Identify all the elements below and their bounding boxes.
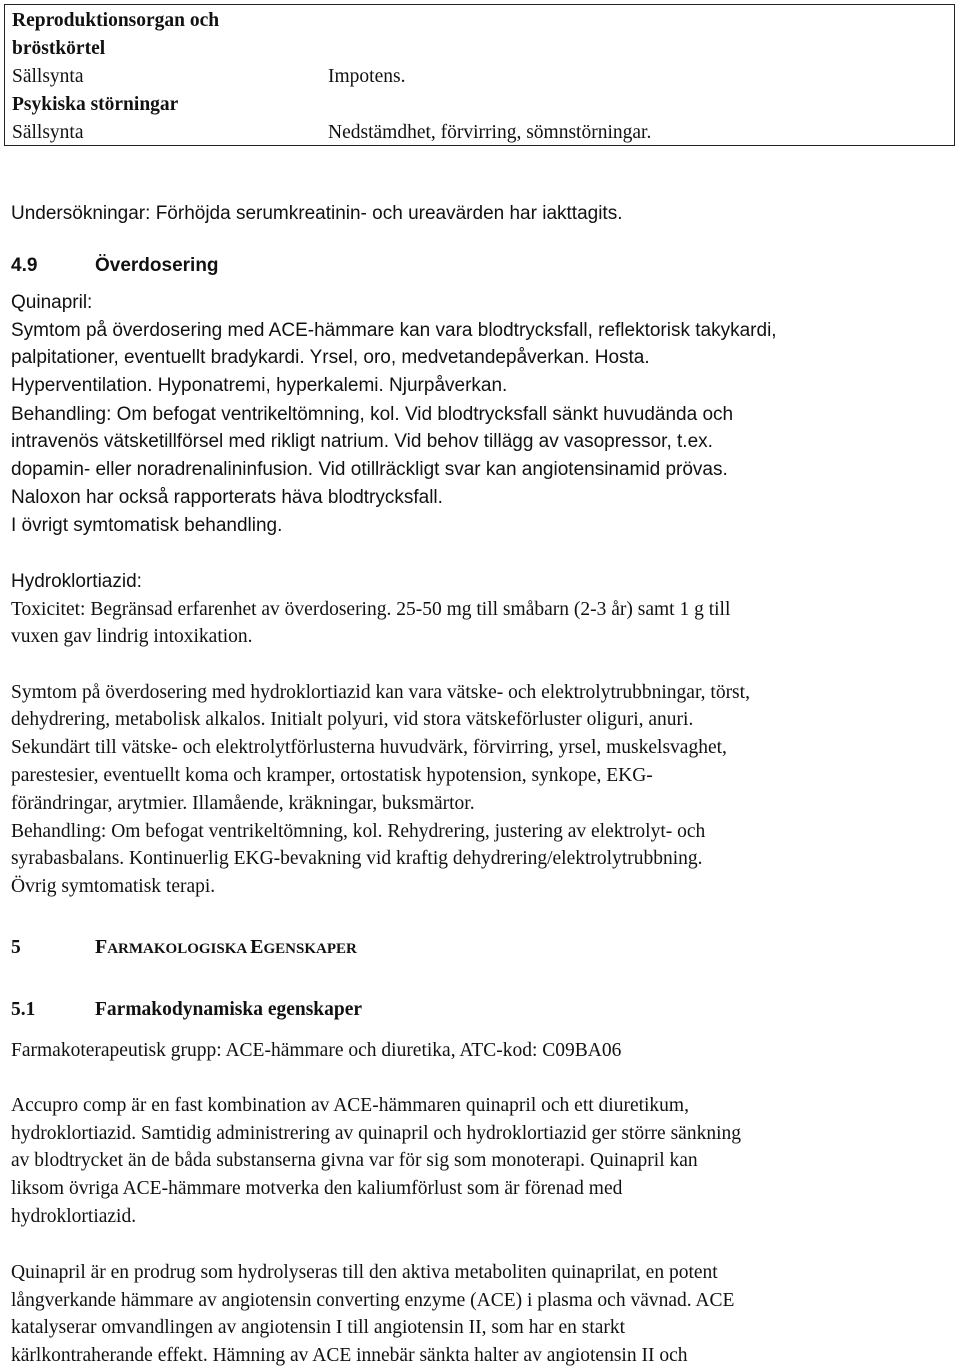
paragraph-line: Sekundärt till vätske- och elektrolytförlusterna huvudvärk, förvirring, yrsel, muskelsvaghet, (11, 737, 727, 758)
atc-line: Farmakoterapeutisk grupp: ACE-hämmare och diuretika, ATC-kod: C09BA06 (11, 1040, 622, 1061)
table-effect: Nedstämdhet, förvirring, sömnstörningar. (328, 122, 652, 143)
paragraph-line: palpitationer, eventuellt bradykardi. Yrsel, oro, medvetandepåverkan. Hosta. (11, 347, 650, 368)
paragraph-line: långverkande hämmare av angiotensin converting enzyme (ACE) i plasma och vävnad. ACE (11, 1290, 735, 1311)
paragraph-line: dehydrering, metabolisk alkalos. Initialt polyuri, vid stora vätskeförluster oliguri, anuri. (11, 709, 694, 730)
paragraph-line: Naloxon har också rapporterats häva blodtrycksfall. (11, 487, 443, 508)
paragraph-line: Behandling: Om befogat ventrikeltömning, kol. Rehydrering, justering av elektrolyt- och (11, 821, 706, 842)
paragraph-line: dopamin- eller noradrenalininfusion. Vid otillräckligt svar kan angiotensinamid prövas. (11, 459, 728, 480)
paragraph-line: Symtom på överdosering med ACE-hämmare kan vara blodtrycksfall, reflektorisk takykardi, (11, 320, 777, 341)
paragraph-line: hydroklortiazid. (11, 1206, 137, 1227)
section-title-part: GENSKAPER (263, 941, 357, 957)
paragraph-line: Accupro comp är en fast kombination av ACE-hämmaren quinapril och ett diuretikum, (11, 1095, 689, 1116)
section-title-part: E (250, 936, 264, 958)
hydroklortiazid-heading: Hydroklortiazid: (11, 571, 142, 592)
paragraph-line: liksom övriga ACE-hämmare motverka den kaliumförlust som är förenad med (11, 1178, 623, 1199)
table-row-label: bröstkörtel (12, 38, 106, 59)
section-number: 4.9 (11, 255, 38, 276)
paragraph-line: Hyperventilation. Hyponatremi, hyperkalemi. Njurpåverkan. (11, 375, 508, 396)
section-heading-4-9 (11, 252, 219, 280)
section-title-part: ARMAKOLOGISKA (107, 941, 251, 957)
investigations-text: Undersökningar: Förhöjda serumkreatinin- och ureavärden har iakttagits. (11, 203, 623, 224)
paragraph-line: kärlkontraherande effekt. Hämning av ACE innebär sänkta halter av angiotensin II och (11, 1345, 688, 1366)
paragraph-line: syrabasbalans. Kontinuerlig EKG-bevakning vid kraftig dehydrering/elektrolytrubbning. (11, 848, 703, 869)
section-number: 5.1 (11, 999, 36, 1020)
paragraph-line: I övrigt symtomatisk behandling. (11, 515, 283, 536)
quinapril-heading: Quinapril: (11, 292, 93, 313)
paragraph-line: katalyserar omvandlingen av angiotensin I till angiotensin II, som har en starkt (11, 1317, 626, 1338)
table-frequency: Sällsynta (12, 122, 84, 143)
table-effect: Impotens. (328, 66, 406, 87)
section-heading-5 (11, 933, 357, 963)
adverse-effects-table (4, 4, 955, 146)
section-title: Överdosering (95, 255, 219, 276)
paragraph-line: av blodtrycket än de båda substanserna givna var för sig som monoterapi. Quinapril kan (11, 1150, 698, 1171)
paragraph-line: parestesier, eventuellt koma och kramper, ortostatisk hypotension, synkope, EKG- (11, 765, 653, 786)
table-frequency: Sällsynta (12, 66, 84, 87)
section-title: Farmakodynamiska egenskaper (95, 999, 363, 1020)
table-row-label: Reproduktionsorgan och (12, 10, 220, 31)
section-heading-5-1 (11, 996, 362, 1024)
section-number: 5 (11, 937, 21, 958)
paragraph-line: Övrig symtomatisk terapi. (11, 876, 216, 897)
paragraph-line: Behandling: Om befogat ventrikeltömning, kol. Vid blodtrycksfall sänkt huvudända och (11, 404, 734, 425)
paragraph-line: förändringar, arytmier. Illamående, kräkningar, buksmärtor. (11, 793, 475, 814)
paragraph-line: Symtom på överdosering med hydroklortiazid kan vara vätske- och elektrolytrubbningar, törst, (11, 682, 750, 703)
paragraph-line: Toxicitet: Begränsad erfarenhet av överdosering. 25-50 mg till småbarn (2-3 år) samt 1 g till (11, 599, 731, 620)
paragraph-line: hydroklortiazid. Samtidig administrering av quinapril och hydroklortiazid ger större sänkning (11, 1123, 742, 1144)
paragraph-line: Quinapril är en prodrug som hydrolyseras till den aktiva metaboliten quinaprilat, en potent (11, 1262, 718, 1283)
section-title-part: F (95, 936, 108, 958)
table-row-label: Psykiska störningar (12, 94, 179, 115)
paragraph-line: vuxen gav lindrig intoxikation. (11, 626, 253, 647)
paragraph-line: intravenös vätsketillförsel med rikligt natrium. Vid behov tillägg av vasopressor, t.ex. (11, 431, 713, 452)
